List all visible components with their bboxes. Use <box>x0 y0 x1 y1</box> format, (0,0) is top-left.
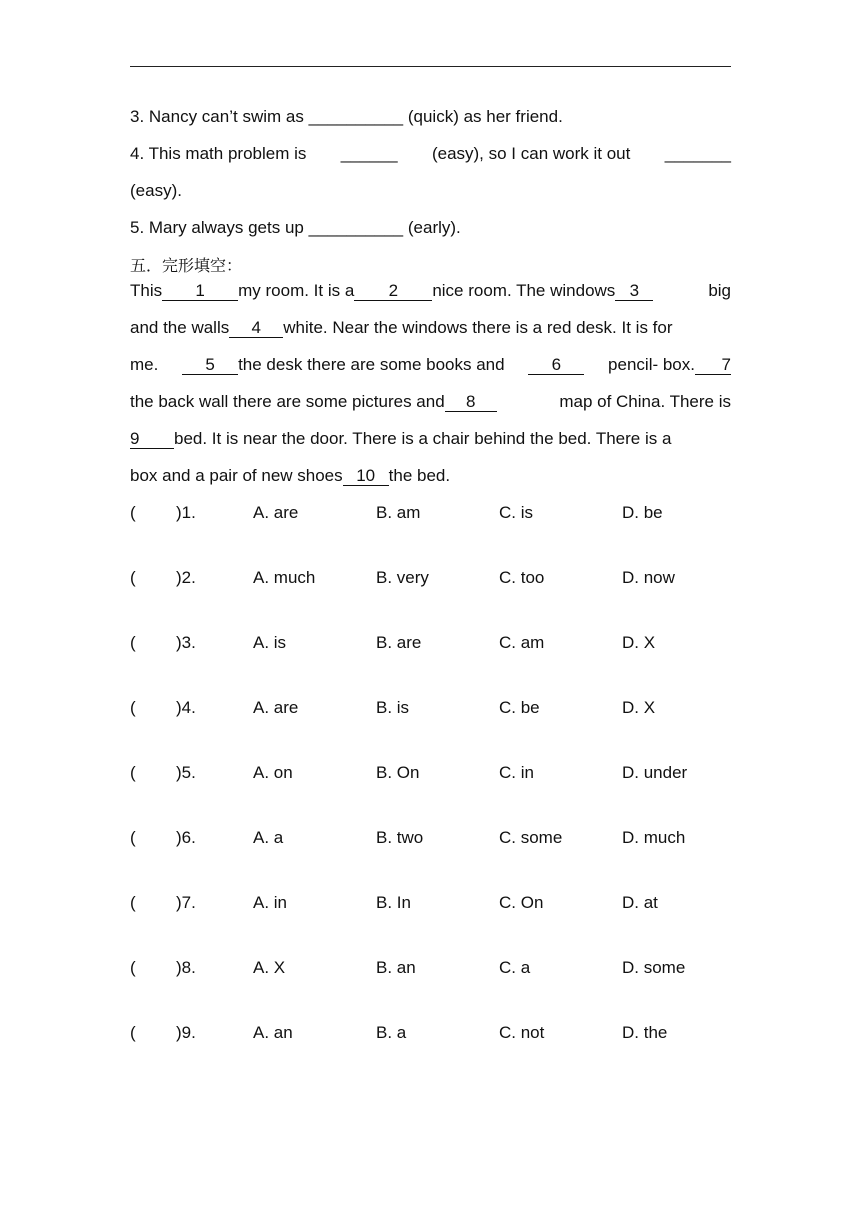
option-c[interactable]: C. On <box>499 893 544 912</box>
option-d[interactable]: D. be <box>622 503 663 522</box>
question-number: )7. <box>176 893 196 912</box>
question-4-continued <box>130 180 731 202</box>
passage-text-end: big <box>708 281 731 300</box>
option-b[interactable]: B. a <box>376 1023 407 1042</box>
blank-2: 2 <box>354 281 432 301</box>
question-number: )4. <box>176 698 196 717</box>
option-b[interactable]: B. On <box>376 763 420 782</box>
question-number: )9. <box>176 1023 196 1042</box>
option-d[interactable]: D. some <box>622 958 686 977</box>
choice-row <box>130 632 731 654</box>
option-b[interactable]: B. am <box>376 503 421 522</box>
question-number: )5. <box>176 763 196 782</box>
question-number: )1. <box>176 503 196 522</box>
option-c[interactable]: C. is <box>499 503 533 522</box>
question-4-cont: (easy). <box>130 181 182 200</box>
option-d[interactable]: D. under <box>622 763 688 782</box>
option-c[interactable]: C. am <box>499 633 545 652</box>
choice-row <box>130 1022 731 1044</box>
option-a[interactable]: A. in <box>253 893 288 912</box>
question-4-middle: (easy), so I can work it out <box>431 144 631 163</box>
question-number: )6. <box>176 828 196 847</box>
option-a[interactable]: A. an <box>253 1023 293 1042</box>
blank-10: 10 <box>343 466 389 486</box>
question-number: )8. <box>176 958 196 977</box>
passage-line-1 <box>130 280 731 302</box>
option-b[interactable]: B. two <box>376 828 424 847</box>
blank-3: 3 <box>615 281 653 301</box>
option-b[interactable]: B. are <box>376 633 422 652</box>
question-5-blank: __________ <box>308 218 404 237</box>
answer-paren[interactable]: ( <box>130 1023 136 1042</box>
question-number: )2. <box>176 568 196 587</box>
answer-paren[interactable]: ( <box>130 698 136 717</box>
choice-row <box>130 502 731 524</box>
option-b[interactable]: B. is <box>376 698 410 717</box>
passage-line-2: and the walls 4 white. Near the windows there is a red desk. It is for <box>130 318 673 337</box>
option-d[interactable]: D. the <box>622 1023 668 1042</box>
question-5-prefix: 5. Mary always gets up <box>130 218 304 237</box>
blank-4: 4 <box>229 318 283 338</box>
question-4-prefix: 4. This math problem is <box>130 144 307 163</box>
blank-8: 8 <box>445 392 497 412</box>
question-3-suffix: (quick) as her friend. <box>407 107 563 126</box>
option-c[interactable]: C. be <box>499 698 540 717</box>
option-a[interactable]: A. X <box>253 958 286 977</box>
option-b[interactable]: B. very <box>376 568 429 587</box>
question-4-blank-1: ______ <box>340 144 398 163</box>
header-rule <box>130 66 731 67</box>
choice-row <box>130 697 731 719</box>
choice-row <box>130 567 731 589</box>
blank-5: 5 <box>182 355 238 375</box>
choice-row <box>130 957 731 979</box>
option-b[interactable]: B. In <box>376 893 411 912</box>
option-d[interactable]: D. X <box>622 698 656 717</box>
choice-row <box>130 892 731 914</box>
answer-paren[interactable]: ( <box>130 893 136 912</box>
option-d[interactable]: D. X <box>622 633 656 652</box>
question-4-blank-2: _______ <box>664 144 731 163</box>
option-b[interactable]: B. an <box>376 958 416 977</box>
blank-9: 9 <box>130 429 174 449</box>
option-c[interactable]: C. not <box>499 1023 545 1042</box>
option-d[interactable]: D. much <box>622 828 686 847</box>
answer-paren[interactable]: ( <box>130 633 136 652</box>
blank-6: 6 <box>528 355 584 375</box>
option-d[interactable]: D. now <box>622 568 675 587</box>
passage-text: This 1 my room. It is a 2 nice room. The windows 3 <box>130 280 653 302</box>
question-3 <box>130 106 731 128</box>
option-a[interactable]: A. are <box>253 698 299 717</box>
answer-paren[interactable]: ( <box>130 763 136 782</box>
question-4 <box>130 143 731 165</box>
option-a[interactable]: A. much <box>253 568 316 587</box>
answer-paren[interactable]: ( <box>130 958 136 977</box>
option-a[interactable]: A. are <box>253 503 299 522</box>
option-c[interactable]: C. too <box>499 568 545 587</box>
passage-line-4: the back wall there are some pictures and 8 map of China. There is <box>130 392 731 411</box>
passage-line-5: 9 bed. It is near the door. There is a chair behind the bed. There is a <box>130 429 672 448</box>
question-5-suffix: (early). <box>407 218 461 237</box>
choice-row <box>130 762 731 784</box>
option-c[interactable]: C. in <box>499 763 534 782</box>
answer-paren[interactable]: ( <box>130 503 136 522</box>
option-a[interactable]: A. is <box>253 633 287 652</box>
option-c[interactable]: C. a <box>499 958 531 977</box>
passage-line-6: box and a pair of new shoes 10 the bed. <box>130 466 451 485</box>
choice-row <box>130 827 731 849</box>
answer-paren[interactable]: ( <box>130 828 136 847</box>
option-d[interactable]: D. at <box>622 893 658 912</box>
question-3-blank: __________ <box>308 107 404 126</box>
answer-paren[interactable]: ( <box>130 568 136 587</box>
question-3-prefix: 3. Nancy can’t swim as <box>130 107 304 126</box>
passage-line-3: me. 5 the desk there are some books and 6 pencil- box. 7 <box>130 355 731 374</box>
option-c[interactable]: C. some <box>499 828 563 847</box>
option-a[interactable]: A. a <box>253 828 284 847</box>
question-5 <box>130 217 731 239</box>
blank-1: 1 <box>162 281 238 301</box>
blank-7: 7 <box>695 355 731 375</box>
option-a[interactable]: A. on <box>253 763 293 782</box>
question-number: )3. <box>176 633 196 652</box>
section-heading: 五．完形填空： <box>130 256 243 275</box>
